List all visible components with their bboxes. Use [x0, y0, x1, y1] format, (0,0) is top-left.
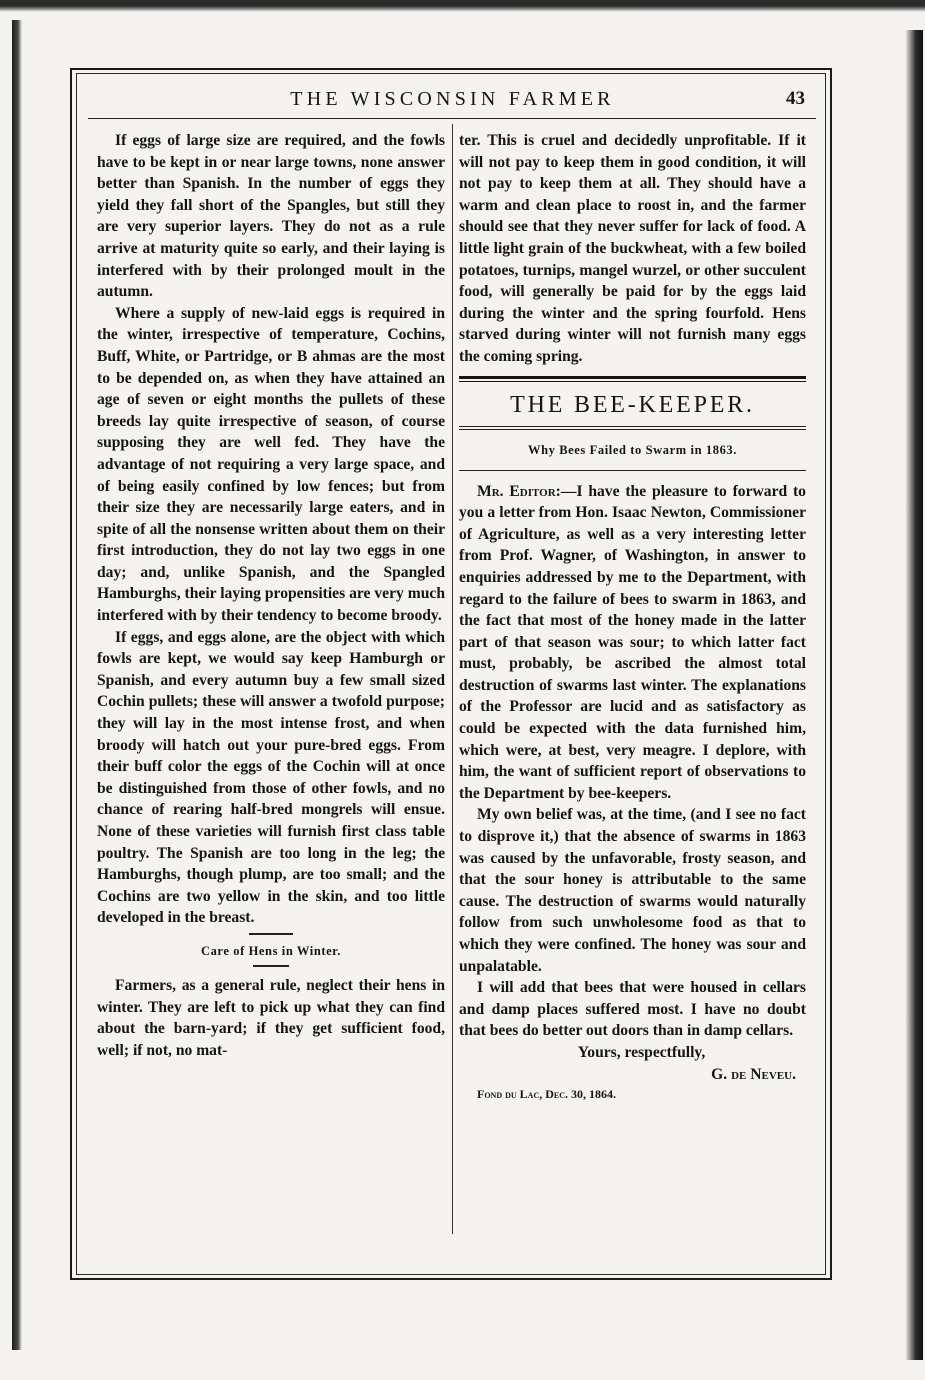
- header-rule: [88, 118, 816, 119]
- subheading-rule: [459, 470, 806, 471]
- letter-paragraph: My own belief was, at the time, (and I see no fact to disprove it,) that the absence of swarms in 1863 was caused by the unfavorable, frosty season, and that the sour honey is attributable to the same cause. The destruction of swarms would naturally follow from such unwholesome food as that to which they were confined. The honey was sour and unpalatable.: [459, 806, 806, 975]
- letter-paragraph: [459, 481, 806, 805]
- article-paragraph: If eggs of large size are required, and the fowls have to be kept in or near large towns, none answer better than Spanish. In the number of eggs they yield they fall short of the Spangles, but still they are very superior layers. They do not as a rule arrive at maturity quite so early, and their laying is interfered with by their prolonged moult in the autumn.: [97, 132, 445, 301]
- subheading-care-of-hens: Care of Hens in Winter.: [200, 943, 342, 958]
- section-divider: [249, 933, 293, 935]
- column-divider: [452, 124, 453, 1234]
- page-number: 43: [786, 88, 805, 109]
- running-head: [90, 88, 815, 118]
- dateline: Fond du Lac, Dec. 30, 1864.: [477, 1087, 616, 1102]
- subheading-rule: [253, 965, 289, 967]
- section-rule-bottom: [459, 426, 806, 430]
- section-title-bee-keeper: THE BEE-KEEPER.: [510, 391, 755, 418]
- article-paragraph: Farmers, as a general rule, neglect their hens in winter. They are left to pick up what they can find about the barn-yard; if they get sufficient food, well; if not, no mat-: [97, 976, 445, 1059]
- article-paragraph: Where a supply of new-laid eggs is required in the winter, irrespective of temperature, Cochins, Buff, White, or Partridge, or B ahmas are the most to be depended on, as when they have attained an age of seven or eight months the pullets of these breeds lay quite irrespective of season, of course supposing they are well fed. They have the advantage of not requiring a very large space, and of being easily confined by low fences; but from their size they are necessarily large eaters, and in spite of all the nonsense written about them on their first introduction, they do not lay two eggs in one day; and, unlike Spanish, and the Spangled Hamburghs, their laying propensities are very much interfered with by their tendency to become broody.: [97, 304, 445, 625]
- journal-title: THE WISCONSIN FARMER: [290, 88, 615, 110]
- article-paragraph: If eggs, and eggs alone, are the object with which fowls are kept, we would say keep Hamburgh or Spanish, and every autumn buy a few small sized Cochin pullets; these will answer a twofold purpose; they will lay in the most intense frost, and when broody will hatch out your pure-bred eggs. From their buff color the eggs of the Cochin will at once be distinguished from those of other fowls, and no chance of rearing half-bred mongrels will ensue. None of these varieties will furnish first class table poultry. The Spanish are too long in the leg; the Hamburghs, though plump, are too small; and the Cochins are two yellow in the skin, and too little developed in the breast.: [97, 628, 445, 927]
- salutation: Mr. Editor:: [477, 482, 561, 500]
- section-rule-top: [459, 376, 806, 382]
- signature: G. de Neveu.: [711, 1065, 796, 1083]
- scan-right-edge: [905, 30, 923, 1360]
- signoff: Yours, respectfully,: [577, 1043, 706, 1061]
- right-column: [459, 130, 806, 1103]
- scan-top-shadow: [0, 0, 925, 12]
- letter-text: —I have the pleasure to forward to you a letter from Hon. Isaac Newton, Commissioner of Agriculture, as well as a very interesting letter from Prof. Wagner, of Washington, in answer to enquiries addressed by me to the Department, with regard to the failure of bees to swarm in 1863, and the fact that most of the honey made in the latter part of that season was sour; to which latter fact must, probably, be ascribed the almost total destruction of swarms last winter. The explanations of the Professor are lucid and as satisfactory as could be expected with the data furnished him, which were, at best, very meagre. I deplore, with him, the want of sufficient report of observations to the Department by bee-keepers.: [459, 482, 806, 802]
- letter-paragraph: I will add that bees that were housed in cellars and damp places suffered most. I have no doubt that bees do better out doors than in damp cellars.: [459, 979, 806, 1040]
- scan-left-edge: [12, 20, 22, 1350]
- subheading-bees-swarm: Why Bees Failed to Swarm in 1863.: [527, 442, 738, 457]
- left-column: [97, 130, 445, 1061]
- article-continuation: ter. This is cruel and decidedly unprofitable. If it will not pay to keep them in good condition, it will not pay to keep them at all. They should have a warm and clean place to roost in, and the farmer should see that they never suffer for lack of food. A little light grain of the buckwheat, with a few boiled potatoes, turnips, mangel wurzel, or other succulent food, will generally be paid for by the eggs laid during the winter and the spring fourfold. Hens starved during winter will not furnish many eggs the coming spring.: [459, 132, 806, 365]
